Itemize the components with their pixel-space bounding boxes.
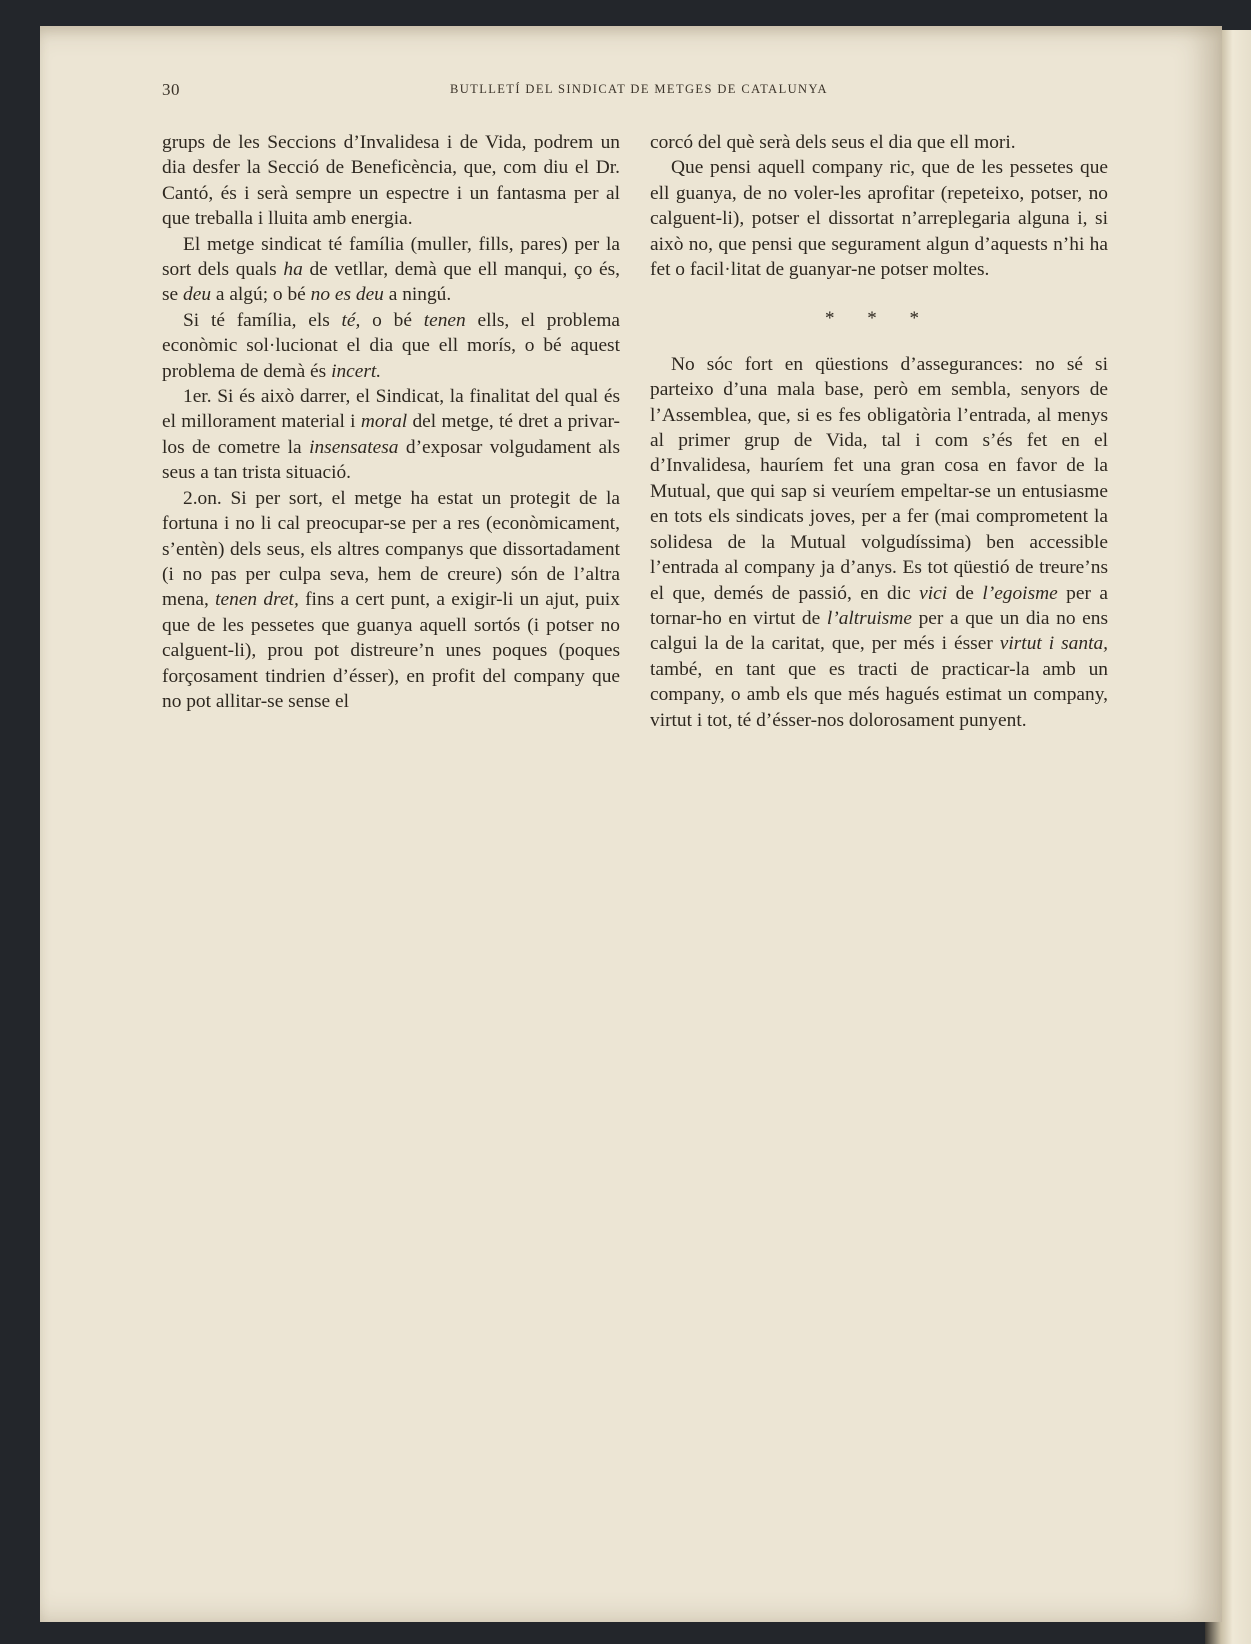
paragraph	[162, 232, 620, 308]
text-span: corcó del què serà dels seus el dia que ell mori.	[650, 132, 1016, 153]
italic-span: té,	[341, 309, 361, 331]
right-column-top-text	[650, 130, 1108, 282]
text-span: fins a cert punt, a exigir-li un ajut, puix que de les pessetes que guanya aquell sortós (i potser no calguent-li), prou pot distreure’n unes poques (poques forçosament tindrien d’ésser), en profit del company que no pot allitar-se sense el	[162, 589, 621, 712]
paragraph	[162, 384, 620, 486]
italic-span: moral	[360, 411, 408, 433]
text-span: Que pensi aquell company ric, que de les pessetes que ell guanya, de no voler-les aprofitar (repeteixo, potser, no calguent-li), potser el dissortat n’arreplegaria alguna i, si això no, que pensi que segurament algun d’aquests n’hi ha fet o facil·litat de guanyar-ne potser moltes.	[650, 157, 1108, 281]
italic-span: incert.	[331, 360, 382, 382]
italic-span: virtut i santa,	[999, 633, 1108, 655]
paragraph	[162, 130, 620, 232]
text-column-left	[162, 130, 620, 714]
paragraph	[650, 130, 1108, 155]
paragraph	[650, 155, 1108, 282]
text-span: 2.on. Si per sort, el metge ha estat un protegit de la fortuna i no li cal preocupar-se per a res (econòmicament, s’entèn) dels seus, els altres companys que dissortadament (i no pas per culpa seva, hem de creure) són de l’altra mena,	[162, 487, 620, 611]
italic-span: no es deu	[310, 284, 384, 306]
text-span: a ningú.	[383, 284, 452, 306]
text-span: El metge sindicat té família (muller, fills, pares) per la sort dels quals	[162, 233, 620, 281]
running-title: BUTLLETÍ DEL SINDICAT DE METGES DE CATALUNYA	[450, 82, 828, 96]
text-span: per a tornar-ho en virtut de	[650, 582, 1108, 629]
italic-span: l’altruisme	[826, 607, 912, 629]
page-number: 30	[162, 80, 180, 99]
text-span: d’exposar volgudament als seus a tan trista situació.	[162, 436, 620, 484]
italic-span: l’egoisme	[982, 582, 1058, 604]
paragraph	[162, 486, 620, 715]
text-span: a algú; o bé	[211, 284, 311, 306]
italic-span: deu	[183, 284, 212, 306]
paragraph	[162, 308, 620, 384]
text-span: per a que un dia no ens calgui la de la caritat, que, per més i ésser	[650, 607, 1108, 655]
text-span: del metge, té dret a privar-los de cometre la	[162, 411, 620, 458]
text-span: també, en tant que es tracti de practicar-la amb un company, o amb els que més hagués estimat un company, virtut i tot, té d’ésser-nos dolorosament punyent.	[650, 658, 1108, 731]
text-span: Si té família, els	[183, 309, 342, 331]
right-column-bottom-text	[650, 352, 1108, 733]
text-span: ells, el problema econòmic sol·lucionat el dia que ell morís, o bé aquest problema de demà és	[162, 309, 621, 382]
paragraph	[650, 352, 1108, 733]
italic-span: insensatesa	[309, 436, 399, 458]
text-span: o bé	[360, 309, 424, 331]
italic-span: ha	[283, 259, 303, 281]
italic-span: tenen	[423, 309, 466, 331]
text-column-right	[650, 130, 1108, 733]
text-span: de vetllar, demà que ell manqui, ço és, se	[162, 259, 620, 306]
section-separator: * * *	[825, 308, 933, 330]
italic-span: tenen dret,	[215, 589, 299, 611]
text-span: de	[947, 582, 983, 604]
document-page	[40, 26, 1222, 1622]
text-span: No sóc fort en qüestions d’assegurances: no sé si parteixo d’una mala base, però em sembla, senyors de l’Assemblea, que, si es fes obligatòria l’entrada, al menys al primer grup de Vida, tal i com s’és fet en el d’Invalidesa, hauríem fet una gran cosa en favor de la Mutual, que qui sap si veuríem empeltar-se un entusiasme en tots els sindicats joves, per a fer (mai comprometent la solidesa de la Mutual volgudíssima) ben accessible l’entrada al company ja d’anys. Es tot qüestió de treure’ns el que, demés de passió, en dic	[650, 353, 1108, 604]
text-span: 1er. Si és això darrer, el Sindicat, la finalitat del qual és el millorament material i	[162, 386, 620, 433]
text-span: grups de les Seccions d’Invalidesa i de Vida, podrem un dia desfer la Secció de Beneficència, que, com diu el Dr. Cantó, és i serà sempre un espectre i un fantasma per al que treballa i lluita amb energia.	[162, 132, 620, 230]
italic-span: vici	[919, 582, 948, 604]
